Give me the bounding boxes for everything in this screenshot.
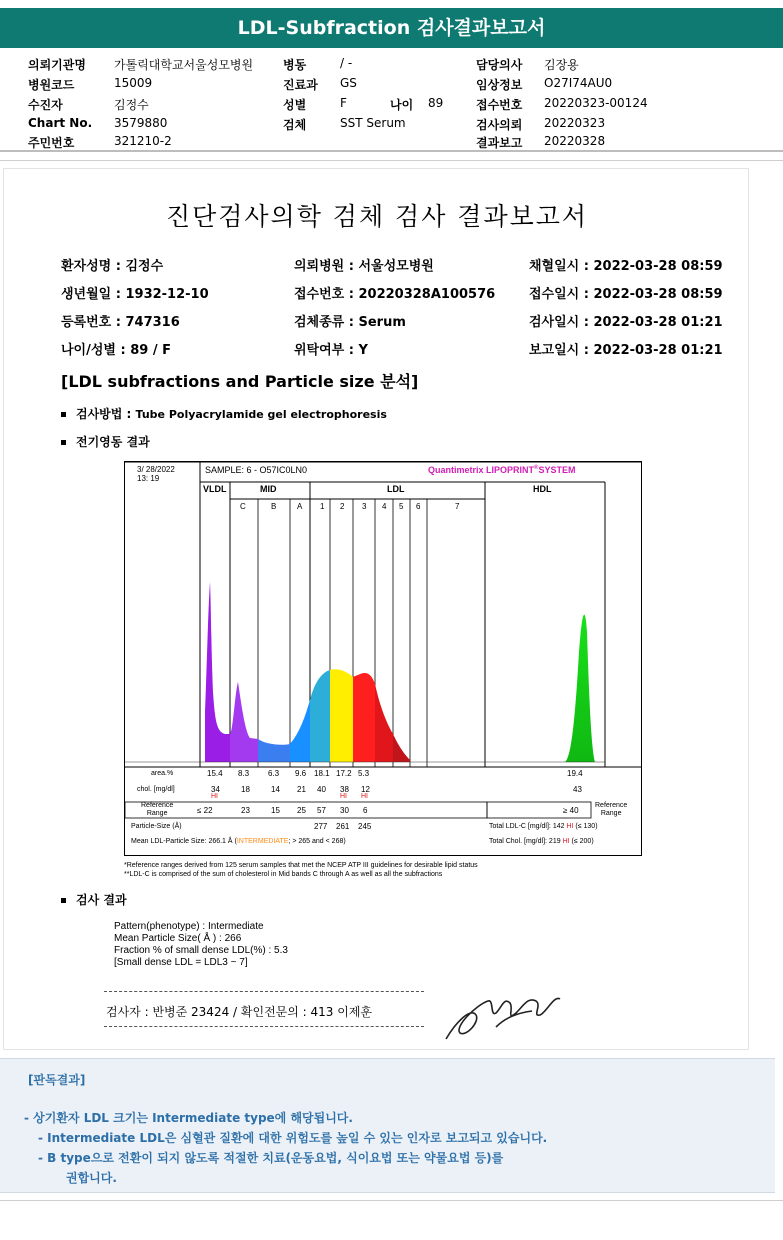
header-label: 병원코드 bbox=[28, 78, 75, 92]
request-field: 접수번호 : 20220328A100576 bbox=[294, 287, 496, 302]
signature-icon bbox=[436, 987, 566, 1047]
header-value: GS bbox=[340, 76, 357, 90]
gel-brand: Quantimetrix LIPOPRINT®SYSTEM bbox=[428, 465, 576, 475]
result-line: [Small dense LDL = LDL3 ~ 7] bbox=[114, 957, 248, 968]
document-title: 진단검사의학 검체 검사 결과보고서 bbox=[165, 202, 589, 231]
divider bbox=[0, 1200, 783, 1201]
total-ldl: Total LDL-C [mg/dl]: 142 HI (≤ 130) bbox=[489, 823, 598, 830]
signer-line: 검사자 : 반병준 23424 / 확인전문의 : 413 이제훈 bbox=[106, 1005, 373, 1019]
hdl-area-value: 19.4 bbox=[567, 769, 583, 778]
band-label: 3 bbox=[362, 502, 367, 511]
footnote: *Reference ranges derived from 125 serum samples that met the NCEP ATP III guidelines for desirable lipid status bbox=[124, 862, 478, 869]
chol-value: 40 bbox=[317, 785, 326, 794]
chol-value: 21 bbox=[297, 785, 306, 794]
header-label: 성별 bbox=[283, 98, 307, 112]
reference-value: 23 bbox=[241, 806, 250, 815]
header-value: 김정수 bbox=[114, 98, 149, 112]
dashed-divider bbox=[104, 1026, 424, 1027]
interpretation-panel bbox=[0, 1058, 775, 1193]
bullet-icon bbox=[61, 440, 66, 445]
chol-value: 38 bbox=[340, 785, 349, 794]
header-value: 가톨릭대학교서울성모병원 bbox=[114, 58, 254, 72]
bullet-icon bbox=[61, 412, 66, 417]
reference-value: 15 bbox=[271, 806, 280, 815]
interpretation-line: - B type으로 전환이 되지 않도록 적절한 치료(운동요법, 식이요법 또는 약물요법 등)를 bbox=[38, 1151, 504, 1165]
area-value: 5.3 bbox=[358, 769, 370, 778]
hi-flag: HI bbox=[361, 793, 368, 800]
mean-ldl-size: Mean LDL-Particle Size: 266.1 Å (INTERMEDIATE; > 265 and < 268) bbox=[131, 838, 346, 845]
interpretation-line: 권합니다. bbox=[66, 1171, 117, 1185]
band-group-mid: MID bbox=[260, 484, 277, 494]
header-value: 20220328 bbox=[544, 134, 606, 148]
reference-value: 30 bbox=[340, 806, 349, 815]
area-value: 9.6 bbox=[295, 769, 307, 778]
area-value: 17.2 bbox=[336, 769, 352, 778]
header-label: 검사의뢰 bbox=[476, 118, 523, 132]
band-label: B bbox=[271, 502, 277, 511]
particle-size-label: Particle-Size (Å) bbox=[131, 823, 182, 830]
result-heading: 검사 결과 bbox=[61, 891, 127, 908]
chol-value: 34 bbox=[211, 785, 220, 794]
report-document bbox=[3, 168, 749, 1050]
hdl-reference-label: Reference Range bbox=[595, 802, 628, 817]
date-field: 채혈일시 : 2022-03-28 08:59 bbox=[529, 259, 723, 274]
band-label: 2 bbox=[340, 502, 345, 511]
hdl-reference-value: ≥ 40 bbox=[563, 806, 579, 815]
chol-value: 18 bbox=[241, 785, 250, 794]
header-label: 검체 bbox=[283, 118, 307, 132]
header-value: O27I74AU0 bbox=[544, 76, 613, 90]
patient-field: 나이/성별 : 89 / F bbox=[61, 343, 172, 358]
header-label: 주민번호 bbox=[28, 136, 75, 150]
header-value: 20220323 bbox=[544, 116, 606, 130]
area-value: 6.3 bbox=[268, 769, 280, 778]
band-group-vldl: VLDL bbox=[203, 484, 227, 494]
chol-value: 12 bbox=[361, 785, 370, 794]
electrophoresis-heading: 전기영동 결과 bbox=[61, 433, 150, 450]
date-field: 보고일시 : 2022-03-28 01:21 bbox=[529, 343, 723, 358]
header-value: / - bbox=[340, 56, 353, 70]
reference-value: 25 bbox=[297, 806, 306, 815]
header-label: 담당의사 bbox=[476, 58, 523, 72]
reference-label: Reference Range bbox=[141, 802, 174, 817]
date-field: 검사일시 : 2022-03-28 01:21 bbox=[529, 315, 723, 330]
band-label: 7 bbox=[455, 502, 460, 511]
header-value: 321210-2 bbox=[114, 134, 172, 148]
reference-value: ≤ 22 bbox=[197, 806, 213, 815]
patient-field: 환자성명 : 김정수 bbox=[61, 259, 164, 274]
header-label: Chart No. bbox=[28, 116, 93, 130]
chol-label: chol. [mg/dl] bbox=[137, 786, 175, 793]
divider bbox=[0, 150, 783, 152]
reference-value: 57 bbox=[317, 806, 326, 815]
hi-flag: HI bbox=[211, 793, 218, 800]
header-value: 15009 bbox=[114, 76, 153, 90]
header-value: 89 bbox=[428, 96, 444, 110]
band-label: C bbox=[240, 502, 246, 511]
patient-field: 생년월일 : 1932-12-10 bbox=[61, 287, 209, 302]
hdl-chol-value: 43 bbox=[573, 785, 582, 794]
particle-size-value: 261 bbox=[336, 822, 350, 831]
header-value: F bbox=[340, 96, 347, 110]
header-value: 3579880 bbox=[114, 116, 168, 130]
dashed-divider bbox=[104, 991, 424, 992]
bullet-icon bbox=[61, 898, 66, 903]
lipoprint-chart bbox=[124, 461, 642, 856]
result-line: Mean Particle Size( Å ) : 266 bbox=[114, 933, 242, 944]
header-value: 20220323-00124 bbox=[544, 96, 648, 110]
report-title-bar: LDL-Subfraction 검사결과보고서 bbox=[0, 8, 783, 48]
band-label: 4 bbox=[382, 502, 387, 511]
header-value: SST Serum bbox=[340, 116, 406, 130]
particle-size-value: 245 bbox=[358, 822, 372, 831]
band-label: 5 bbox=[399, 502, 404, 511]
header-label: 수진자 bbox=[28, 98, 63, 112]
chart-footnotes bbox=[124, 861, 478, 879]
header-label: 진료과 bbox=[283, 78, 318, 92]
method-line: 검사방법 : Tube Polyacrylamide gel electrophoresis bbox=[61, 405, 387, 422]
request-field: 위탁여부 : Y bbox=[294, 343, 368, 358]
area-value: 18.1 bbox=[314, 769, 330, 778]
gel-sample: SAMPLE: 6 - O57IC0LN0 bbox=[205, 465, 308, 475]
particle-size-value: 277 bbox=[314, 822, 328, 831]
band-label: A bbox=[297, 502, 303, 511]
header-label: 접수번호 bbox=[476, 98, 523, 112]
header-label: 결과보고 bbox=[476, 136, 523, 150]
footnote: **LDL-C is comprised of the sum of cholesterol in Mid bands C through A as well as all the subfractions bbox=[124, 871, 443, 878]
request-field: 검체종류 : Serum bbox=[294, 315, 406, 330]
header-label: 나이 bbox=[390, 98, 414, 112]
band-label: 6 bbox=[416, 502, 421, 511]
interpretation-line: - Intermediate LDL은 심혈관 질환에 대한 위험도를 높일 수 있는 인자로 보고되고 있습니다. bbox=[38, 1131, 548, 1145]
date-field: 접수일시 : 2022-03-28 08:59 bbox=[529, 287, 723, 302]
reference-value: 6 bbox=[363, 806, 368, 815]
header-label: 임상정보 bbox=[476, 78, 523, 92]
chol-value: 14 bbox=[271, 785, 280, 794]
header-value: 김장용 bbox=[544, 58, 579, 72]
request-field: 의뢰병원 : 서울성모병원 bbox=[294, 259, 434, 274]
lipoprint-chart-svg bbox=[125, 462, 641, 855]
gel-date: 3/ 28/2022 bbox=[137, 465, 175, 474]
result-line: Pattern(phenotype) : Intermediate bbox=[114, 921, 264, 932]
band-group-ldl: LDL bbox=[387, 484, 405, 494]
section-title: [LDL subfractions and Particle size 분석] bbox=[61, 372, 419, 391]
divider bbox=[0, 160, 783, 161]
hi-flag: HI bbox=[340, 793, 347, 800]
patient-field: 등록번호 : 747316 bbox=[61, 315, 180, 330]
gel-time: 13: 19 bbox=[137, 474, 160, 483]
band-label: 1 bbox=[320, 502, 325, 511]
area-value: 15.4 bbox=[207, 769, 223, 778]
result-line: Fraction % of small dense LDL(%) : 5.3 bbox=[114, 945, 288, 956]
interpretation-line: - 상기환자 LDL 크기는 Intermediate type에 해당됩니다. bbox=[24, 1111, 353, 1125]
total-chol: Total Chol. [mg/dl]: 219 HI (≤ 200) bbox=[489, 838, 594, 845]
result-text bbox=[114, 921, 288, 969]
area-label: area.% bbox=[151, 770, 174, 777]
interpretation-title: [판독결과] bbox=[28, 1073, 86, 1087]
header-label: 병동 bbox=[283, 58, 307, 72]
area-value: 8.3 bbox=[238, 769, 250, 778]
header-label: 의뢰기관명 bbox=[28, 58, 86, 72]
band-group-hdl: HDL bbox=[533, 484, 552, 494]
